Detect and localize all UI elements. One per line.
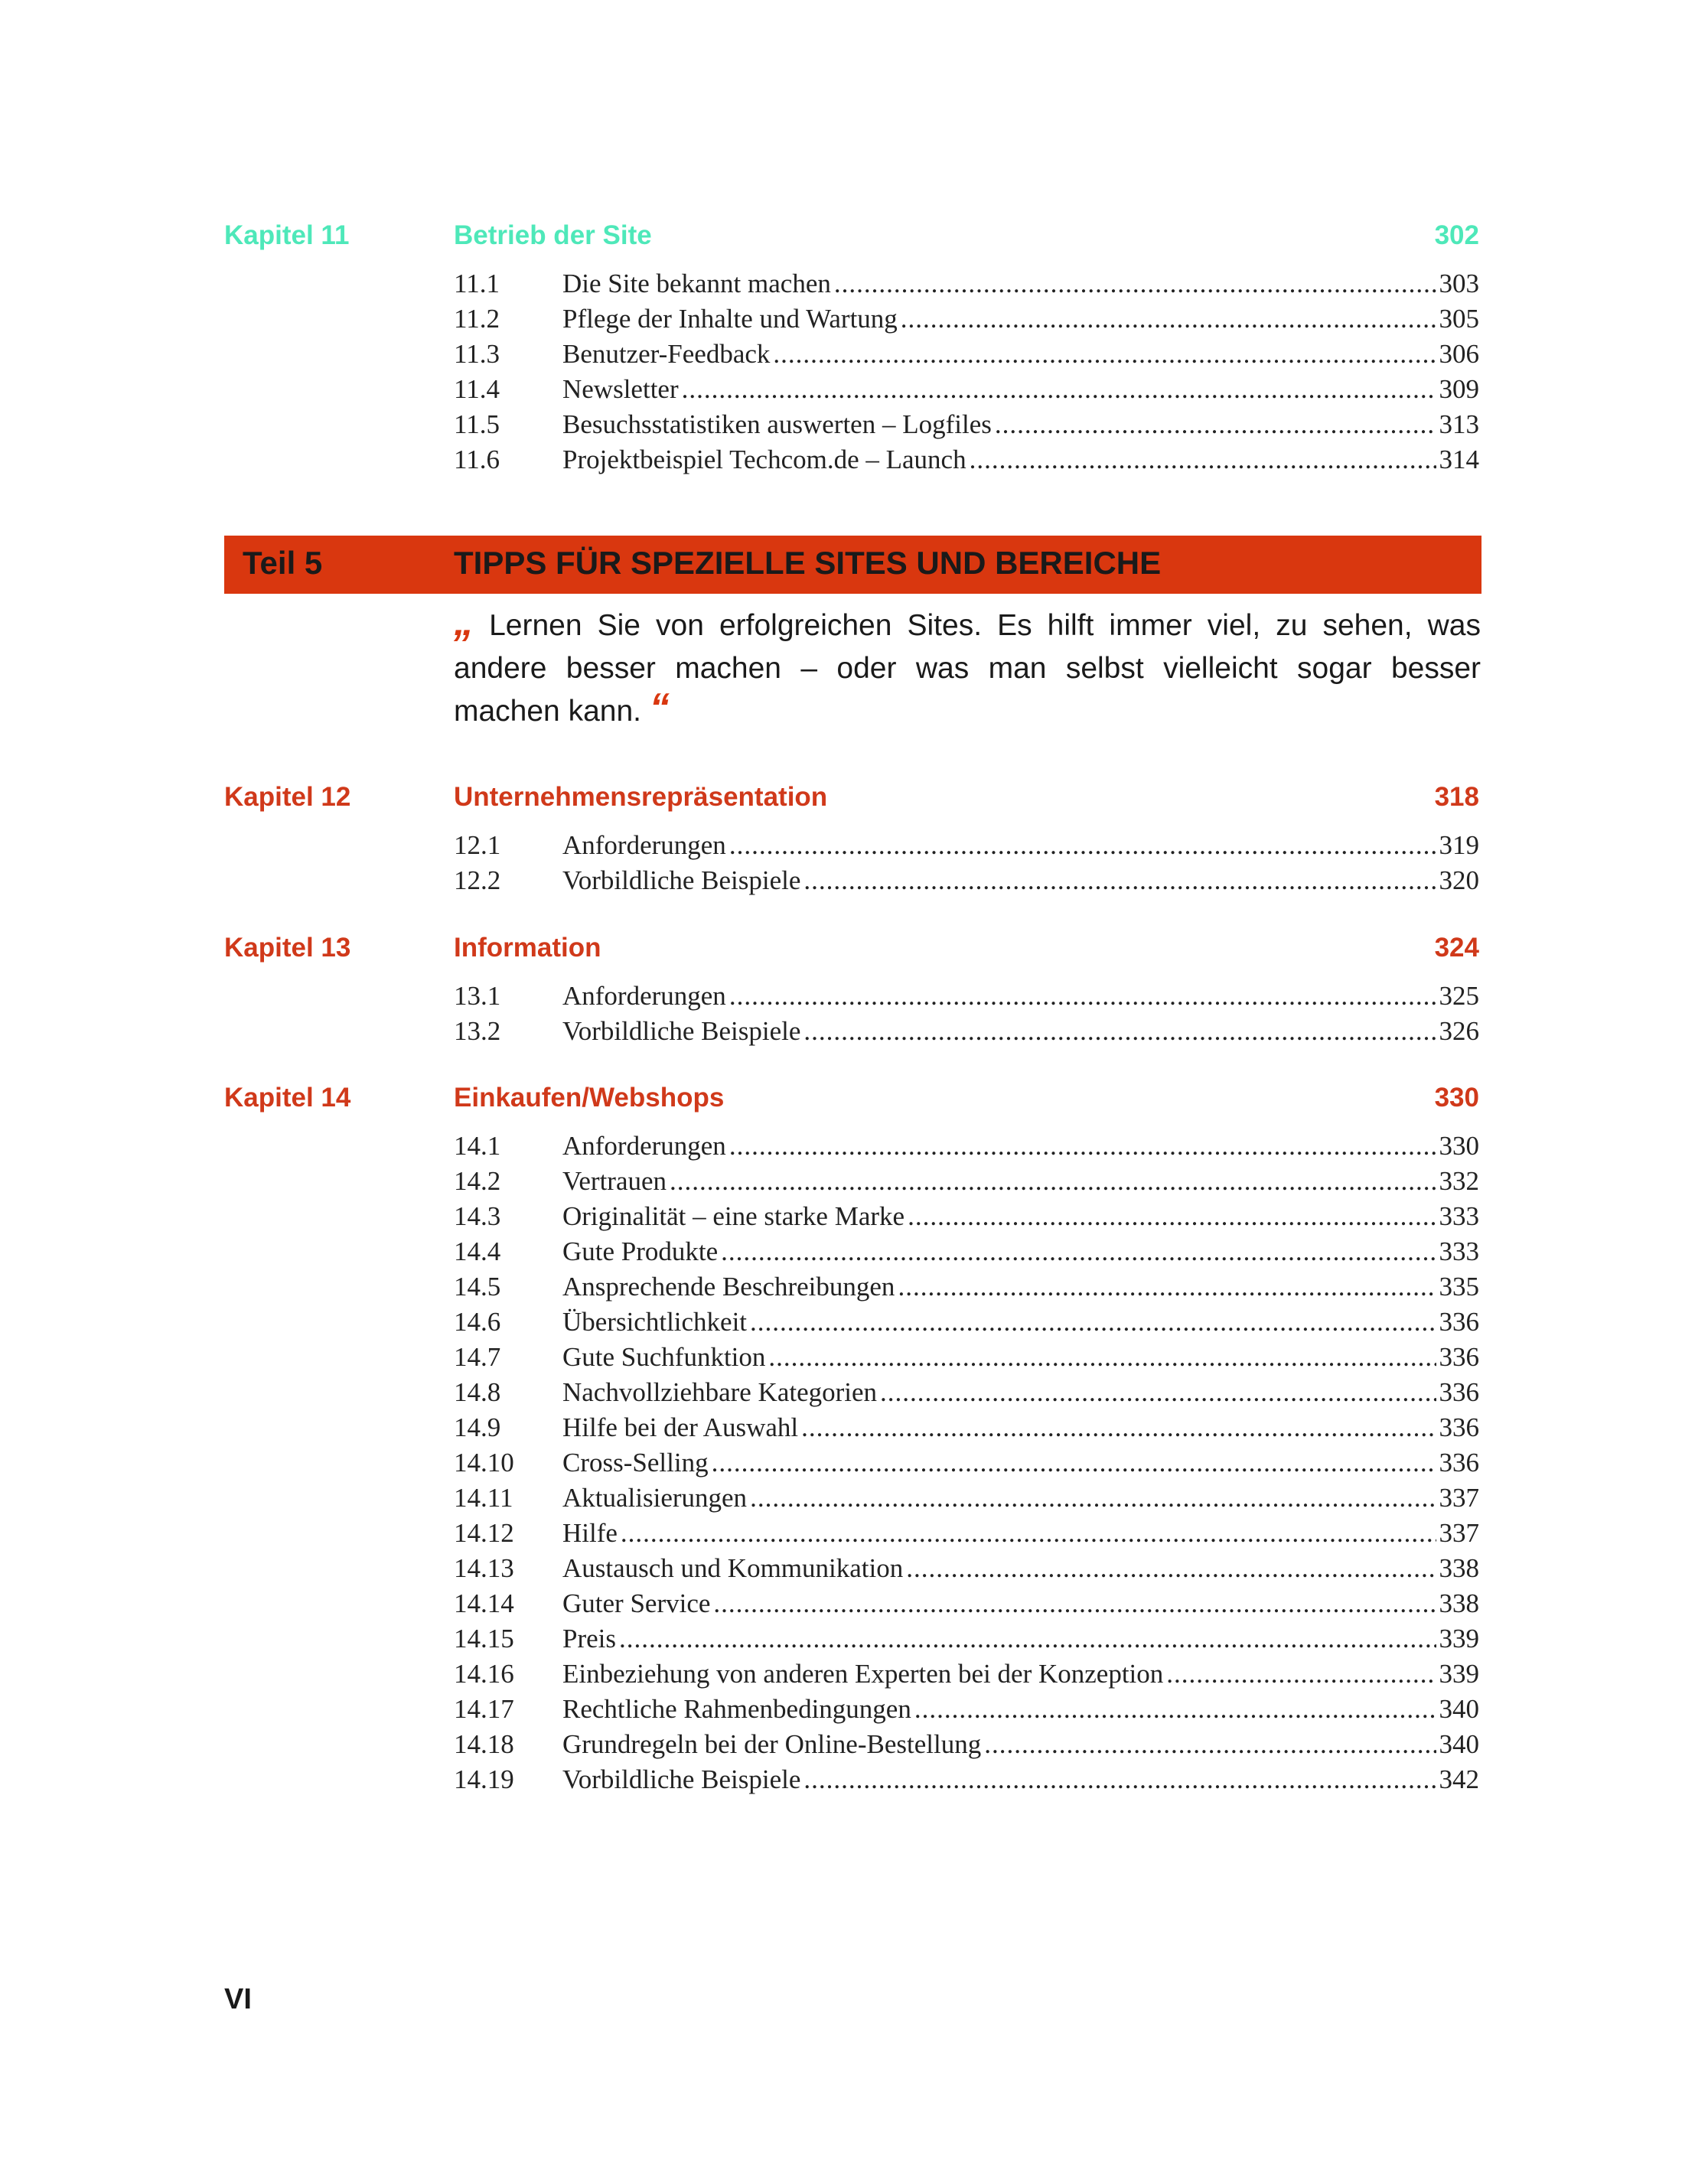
- toc-entry[interactable]: [224, 1727, 1479, 1762]
- toc-entry-line: [562, 1269, 1479, 1305]
- dot-leader: [682, 372, 1436, 407]
- toc-entry-line: [562, 1129, 1479, 1164]
- toc-entry-title: Rechtliche Rahmenbedingungen: [562, 1694, 911, 1724]
- toc-entry-number: 14.16: [454, 1659, 514, 1689]
- dot-leader: [914, 1692, 1436, 1727]
- chapter-page: 302: [1434, 220, 1479, 250]
- toc-entry-line: [562, 979, 1479, 1014]
- toc-entry[interactable]: [224, 1234, 1479, 1269]
- dot-leader: [729, 828, 1436, 863]
- dot-leader: [995, 407, 1436, 442]
- toc-entry-line: [562, 1164, 1479, 1199]
- toc-entry-page: 319: [1439, 830, 1479, 860]
- toc-entry-title: Pflege der Inhalte und Wartung: [562, 304, 898, 334]
- chapter-page: 318: [1434, 782, 1479, 812]
- page-folio: VI: [224, 1983, 252, 2015]
- toc-entry[interactable]: [224, 1410, 1479, 1445]
- toc-entry-page: 337: [1439, 1483, 1479, 1513]
- toc-entry-title: Hilfe bei der Auswahl: [562, 1412, 799, 1442]
- toc-entry-line: [562, 1375, 1479, 1410]
- toc-entry-title: Gute Suchfunktion: [562, 1342, 766, 1372]
- toc-entry-number: 14.7: [454, 1342, 501, 1372]
- toc-entry-title: Ansprechende Beschreibungen: [562, 1272, 895, 1302]
- toc-entry[interactable]: [224, 1340, 1479, 1375]
- part-title[interactable]: TIPPS FÜR SPEZIELLE SITES UND BEREICHE: [454, 545, 1162, 581]
- toc-entry-title: Hilfe: [562, 1518, 618, 1548]
- toc-entry-number: 14.8: [454, 1377, 501, 1407]
- dot-leader: [768, 1340, 1436, 1375]
- toc-entry-title: Guter Service: [562, 1588, 711, 1618]
- toc-entry-title: Cross-Selling: [562, 1448, 709, 1477]
- toc-entry-title: Vertrauen: [562, 1166, 667, 1196]
- toc-entry-line: [562, 1410, 1479, 1445]
- toc-entry-page: 339: [1439, 1659, 1479, 1689]
- toc-entry-title: Einbeziehung von anderen Experten bei der Konzeption: [562, 1659, 1164, 1689]
- chapter-title[interactable]: Einkaufen/Webshops: [454, 1083, 725, 1113]
- toc-entry-line: [562, 1762, 1479, 1797]
- toc-entry-line: [562, 1551, 1479, 1586]
- toc-entry-number: 11.3: [454, 339, 500, 369]
- toc-entry[interactable]: [224, 1551, 1479, 1586]
- chapter-label: Kapitel 12: [224, 782, 351, 812]
- toc-entry-number: 14.6: [454, 1307, 501, 1337]
- dot-leader: [621, 1516, 1436, 1551]
- dot-leader: [729, 979, 1436, 1014]
- toc-entry-page: 338: [1439, 1588, 1479, 1618]
- toc-entry[interactable]: [224, 442, 1479, 477]
- chapter-13: [224, 933, 1479, 1049]
- toc-entry-line: [562, 1621, 1479, 1657]
- toc-entry-number: 14.14: [454, 1588, 514, 1618]
- toc-entry[interactable]: [224, 1014, 1479, 1049]
- chapter-page: 324: [1434, 933, 1479, 963]
- toc-entry-page: 340: [1439, 1694, 1479, 1724]
- toc-entry-page: 339: [1439, 1624, 1479, 1653]
- toc-entry-number: 14.10: [454, 1448, 514, 1477]
- toc-entry-page: 303: [1439, 269, 1479, 298]
- dot-leader: [984, 1727, 1436, 1762]
- toc-entry-line: [562, 863, 1479, 898]
- toc-entry[interactable]: [224, 266, 1479, 301]
- dot-leader: [619, 1621, 1436, 1657]
- dot-leader: [729, 1129, 1436, 1164]
- toc-entry-page: 325: [1439, 981, 1479, 1011]
- dot-leader: [880, 1375, 1436, 1410]
- toc-entry-line: [562, 1445, 1479, 1481]
- chapter-heading: [224, 933, 1479, 979]
- toc-entry[interactable]: [224, 1516, 1479, 1551]
- toc-entry-title: Anforderungen: [562, 830, 726, 860]
- toc-entry-number: 11.1: [454, 269, 500, 298]
- dot-leader: [803, 1014, 1436, 1049]
- toc-entry-number: 14.1: [454, 1131, 501, 1161]
- toc-entry-title: Besuchsstatistiken auswerten – Logfiles: [562, 409, 992, 439]
- toc-entry-title: Gute Produkte: [562, 1236, 719, 1266]
- toc-entry-title: Originalität – eine starke Marke: [562, 1201, 905, 1231]
- toc-entry-page: 332: [1439, 1166, 1479, 1196]
- toc-entry-line: [562, 1234, 1479, 1269]
- toc-entry[interactable]: [224, 1164, 1479, 1199]
- toc-entry-page: 336: [1439, 1412, 1479, 1442]
- toc-entry-number: 14.13: [454, 1553, 514, 1583]
- toc-entry-line: [562, 337, 1479, 372]
- toc-entry-title: Vorbildliche Beispiele: [562, 865, 801, 895]
- toc-entry[interactable]: [224, 1586, 1479, 1621]
- toc-entry-line: [562, 442, 1479, 477]
- toc-entry-title: Grundregeln bei der Online-Bestellung: [562, 1729, 982, 1759]
- toc-entry-number: 14.11: [454, 1483, 513, 1513]
- toc-entry[interactable]: [224, 1129, 1479, 1164]
- toc-entry[interactable]: [224, 301, 1479, 337]
- dot-leader: [721, 1234, 1436, 1269]
- quote-close-mark: “: [649, 686, 670, 730]
- toc-entry-number: 12.2: [454, 865, 501, 895]
- toc-entry-title: Newsletter: [562, 374, 679, 404]
- toc-entry-line: [562, 372, 1479, 407]
- toc-entry-number: 14.4: [454, 1236, 501, 1266]
- chapter-label: Kapitel 11: [224, 220, 350, 250]
- toc-entry[interactable]: [224, 1657, 1479, 1692]
- toc-entry-page: 338: [1439, 1553, 1479, 1583]
- toc-entry-page: 326: [1439, 1016, 1479, 1046]
- toc-entry-list: [224, 979, 1479, 1049]
- toc-entry[interactable]: [224, 1445, 1479, 1481]
- quote-open-mark: „: [454, 600, 474, 644]
- quote-text: Lernen Sie von erfolgreichen Sites. Es hilft immer viel, zu sehen, was andere besser machen – oder was man selbst vielleicht sogar besser machen kann.: [454, 609, 1481, 728]
- chapter-11: [224, 220, 1479, 477]
- toc-entry-number: 11.2: [454, 304, 500, 334]
- toc-entry-line: [562, 1516, 1479, 1551]
- toc-entry-page: 336: [1439, 1307, 1479, 1337]
- toc-entry[interactable]: [224, 1199, 1479, 1234]
- dot-leader: [803, 863, 1436, 898]
- toc-entry[interactable]: [224, 863, 1479, 898]
- toc-entry[interactable]: [224, 1762, 1479, 1797]
- toc-entry-number: 14.15: [454, 1624, 514, 1653]
- chapter-heading: [224, 220, 1479, 266]
- toc-entry-line: [562, 1727, 1479, 1762]
- toc-entry-page: 336: [1439, 1377, 1479, 1407]
- dot-leader: [670, 1164, 1436, 1199]
- chapter-12: [224, 782, 1479, 898]
- toc-entry-title: Aktualisierungen: [562, 1483, 748, 1513]
- part-label: Teil 5: [243, 545, 323, 581]
- toc-entry[interactable]: [224, 828, 1479, 863]
- toc-entry-title: Vorbildliche Beispiele: [562, 1764, 801, 1794]
- toc-entry-page: 342: [1439, 1764, 1479, 1794]
- toc-entry-line: [562, 266, 1479, 301]
- toc-entry[interactable]: [224, 1375, 1479, 1410]
- toc-entry-number: 11.6: [454, 445, 500, 474]
- toc-entry[interactable]: [224, 1481, 1479, 1516]
- toc-entry-page: 335: [1439, 1272, 1479, 1302]
- part-banner: [224, 536, 1481, 594]
- toc-entry-title: Anforderungen: [562, 1131, 726, 1161]
- dot-leader: [750, 1481, 1436, 1516]
- toc-entry-number: 12.1: [454, 830, 501, 860]
- toc-entry-title: Preis: [562, 1624, 616, 1653]
- toc-entry-number: 14.19: [454, 1764, 514, 1794]
- chapter-title[interactable]: Unternehmensrepräsentation: [454, 782, 828, 812]
- chapter-title[interactable]: Betrieb der Site: [454, 220, 652, 250]
- toc-entry-title: Die Site bekannt machen: [562, 269, 831, 298]
- toc-entry-number: 14.9: [454, 1412, 501, 1442]
- toc-entry-number: 14.18: [454, 1729, 514, 1759]
- chapter-page: 330: [1434, 1083, 1479, 1113]
- chapter-label: Kapitel 14: [224, 1083, 351, 1113]
- dot-leader: [906, 1551, 1436, 1586]
- toc-entry-number: 14.3: [454, 1201, 501, 1231]
- toc-entry[interactable]: [224, 372, 1479, 407]
- toc-entry-page: 340: [1439, 1729, 1479, 1759]
- dot-leader: [773, 337, 1436, 372]
- toc-entry-page: 306: [1439, 339, 1479, 369]
- toc-entry[interactable]: [224, 979, 1479, 1014]
- toc-entry-page: 314: [1439, 445, 1479, 474]
- dot-leader: [1166, 1657, 1436, 1692]
- toc-entry-page: 336: [1439, 1448, 1479, 1477]
- chapter-title[interactable]: Information: [454, 933, 601, 963]
- dot-leader: [834, 266, 1436, 301]
- toc-entry[interactable]: [224, 1269, 1479, 1305]
- dot-leader: [712, 1445, 1436, 1481]
- toc-entry-number: 14.5: [454, 1272, 501, 1302]
- toc-entry[interactable]: [224, 1692, 1479, 1727]
- toc-entry-page: 330: [1439, 1131, 1479, 1161]
- toc-entry-title: Projektbeispiel Techcom.de – Launch: [562, 445, 966, 474]
- toc-entry-line: [562, 301, 1479, 337]
- toc-entry-number: 11.4: [454, 374, 500, 404]
- toc-entry[interactable]: [224, 407, 1479, 442]
- toc-entry-line: [562, 1340, 1479, 1375]
- dot-leader: [970, 442, 1436, 477]
- toc-entry-number: 11.5: [454, 409, 500, 439]
- toc-entry-line: [562, 407, 1479, 442]
- dot-leader: [801, 1410, 1436, 1445]
- dot-leader: [901, 301, 1436, 337]
- toc-entry-list: [224, 266, 1479, 477]
- toc-entry-page: 337: [1439, 1518, 1479, 1548]
- part-quote: [454, 600, 1481, 733]
- dot-leader: [908, 1199, 1436, 1234]
- toc-entry-list: [224, 828, 1479, 898]
- toc-entry-number: 14.12: [454, 1518, 514, 1548]
- toc-entry-number: 13.1: [454, 981, 501, 1011]
- dot-leader: [750, 1305, 1436, 1340]
- toc-entry-title: Vorbildliche Beispiele: [562, 1016, 801, 1046]
- toc-entry-page: 336: [1439, 1342, 1479, 1372]
- chapter-heading: [224, 1083, 1479, 1129]
- toc-entry-page: 333: [1439, 1236, 1479, 1266]
- toc-entry-page: 305: [1439, 304, 1479, 334]
- chapter-label: Kapitel 13: [224, 933, 351, 963]
- toc-entry-line: [562, 1014, 1479, 1049]
- toc-entry-number: 14.17: [454, 1694, 514, 1724]
- dot-leader: [803, 1762, 1436, 1797]
- toc-entry-title: Benutzer-Feedback: [562, 339, 771, 369]
- dot-leader: [713, 1586, 1436, 1621]
- toc-entry-page: 313: [1439, 409, 1479, 439]
- toc-entry-line: [562, 1305, 1479, 1340]
- toc-entry-line: [562, 1692, 1479, 1727]
- toc-entry[interactable]: [224, 1621, 1479, 1657]
- toc-entry-number: 14.2: [454, 1166, 501, 1196]
- toc-entry-number: 13.2: [454, 1016, 501, 1046]
- dot-leader: [898, 1269, 1436, 1305]
- toc-entry[interactable]: [224, 1305, 1479, 1340]
- toc-entry-line: [562, 828, 1479, 863]
- toc-entry-line: [562, 1199, 1479, 1234]
- toc-entry-line: [562, 1657, 1479, 1692]
- toc-entry-page: 320: [1439, 865, 1479, 895]
- toc-entry-page: 333: [1439, 1201, 1479, 1231]
- toc-entry-page: 309: [1439, 374, 1479, 404]
- toc-entry-list: [224, 1129, 1479, 1797]
- chapter-heading: [224, 782, 1479, 828]
- toc-entry-title: Anforderungen: [562, 981, 726, 1011]
- toc-entry-title: Austausch und Kommunikation: [562, 1553, 904, 1583]
- toc-entry-line: [562, 1586, 1479, 1621]
- toc-entry-title: Übersichtlichkeit: [562, 1307, 748, 1337]
- toc-entry[interactable]: [224, 337, 1479, 372]
- chapter-14: [224, 1083, 1479, 1797]
- toc-entry-line: [562, 1481, 1479, 1516]
- toc-entry-title: Nachvollziehbare Kategorien: [562, 1377, 878, 1407]
